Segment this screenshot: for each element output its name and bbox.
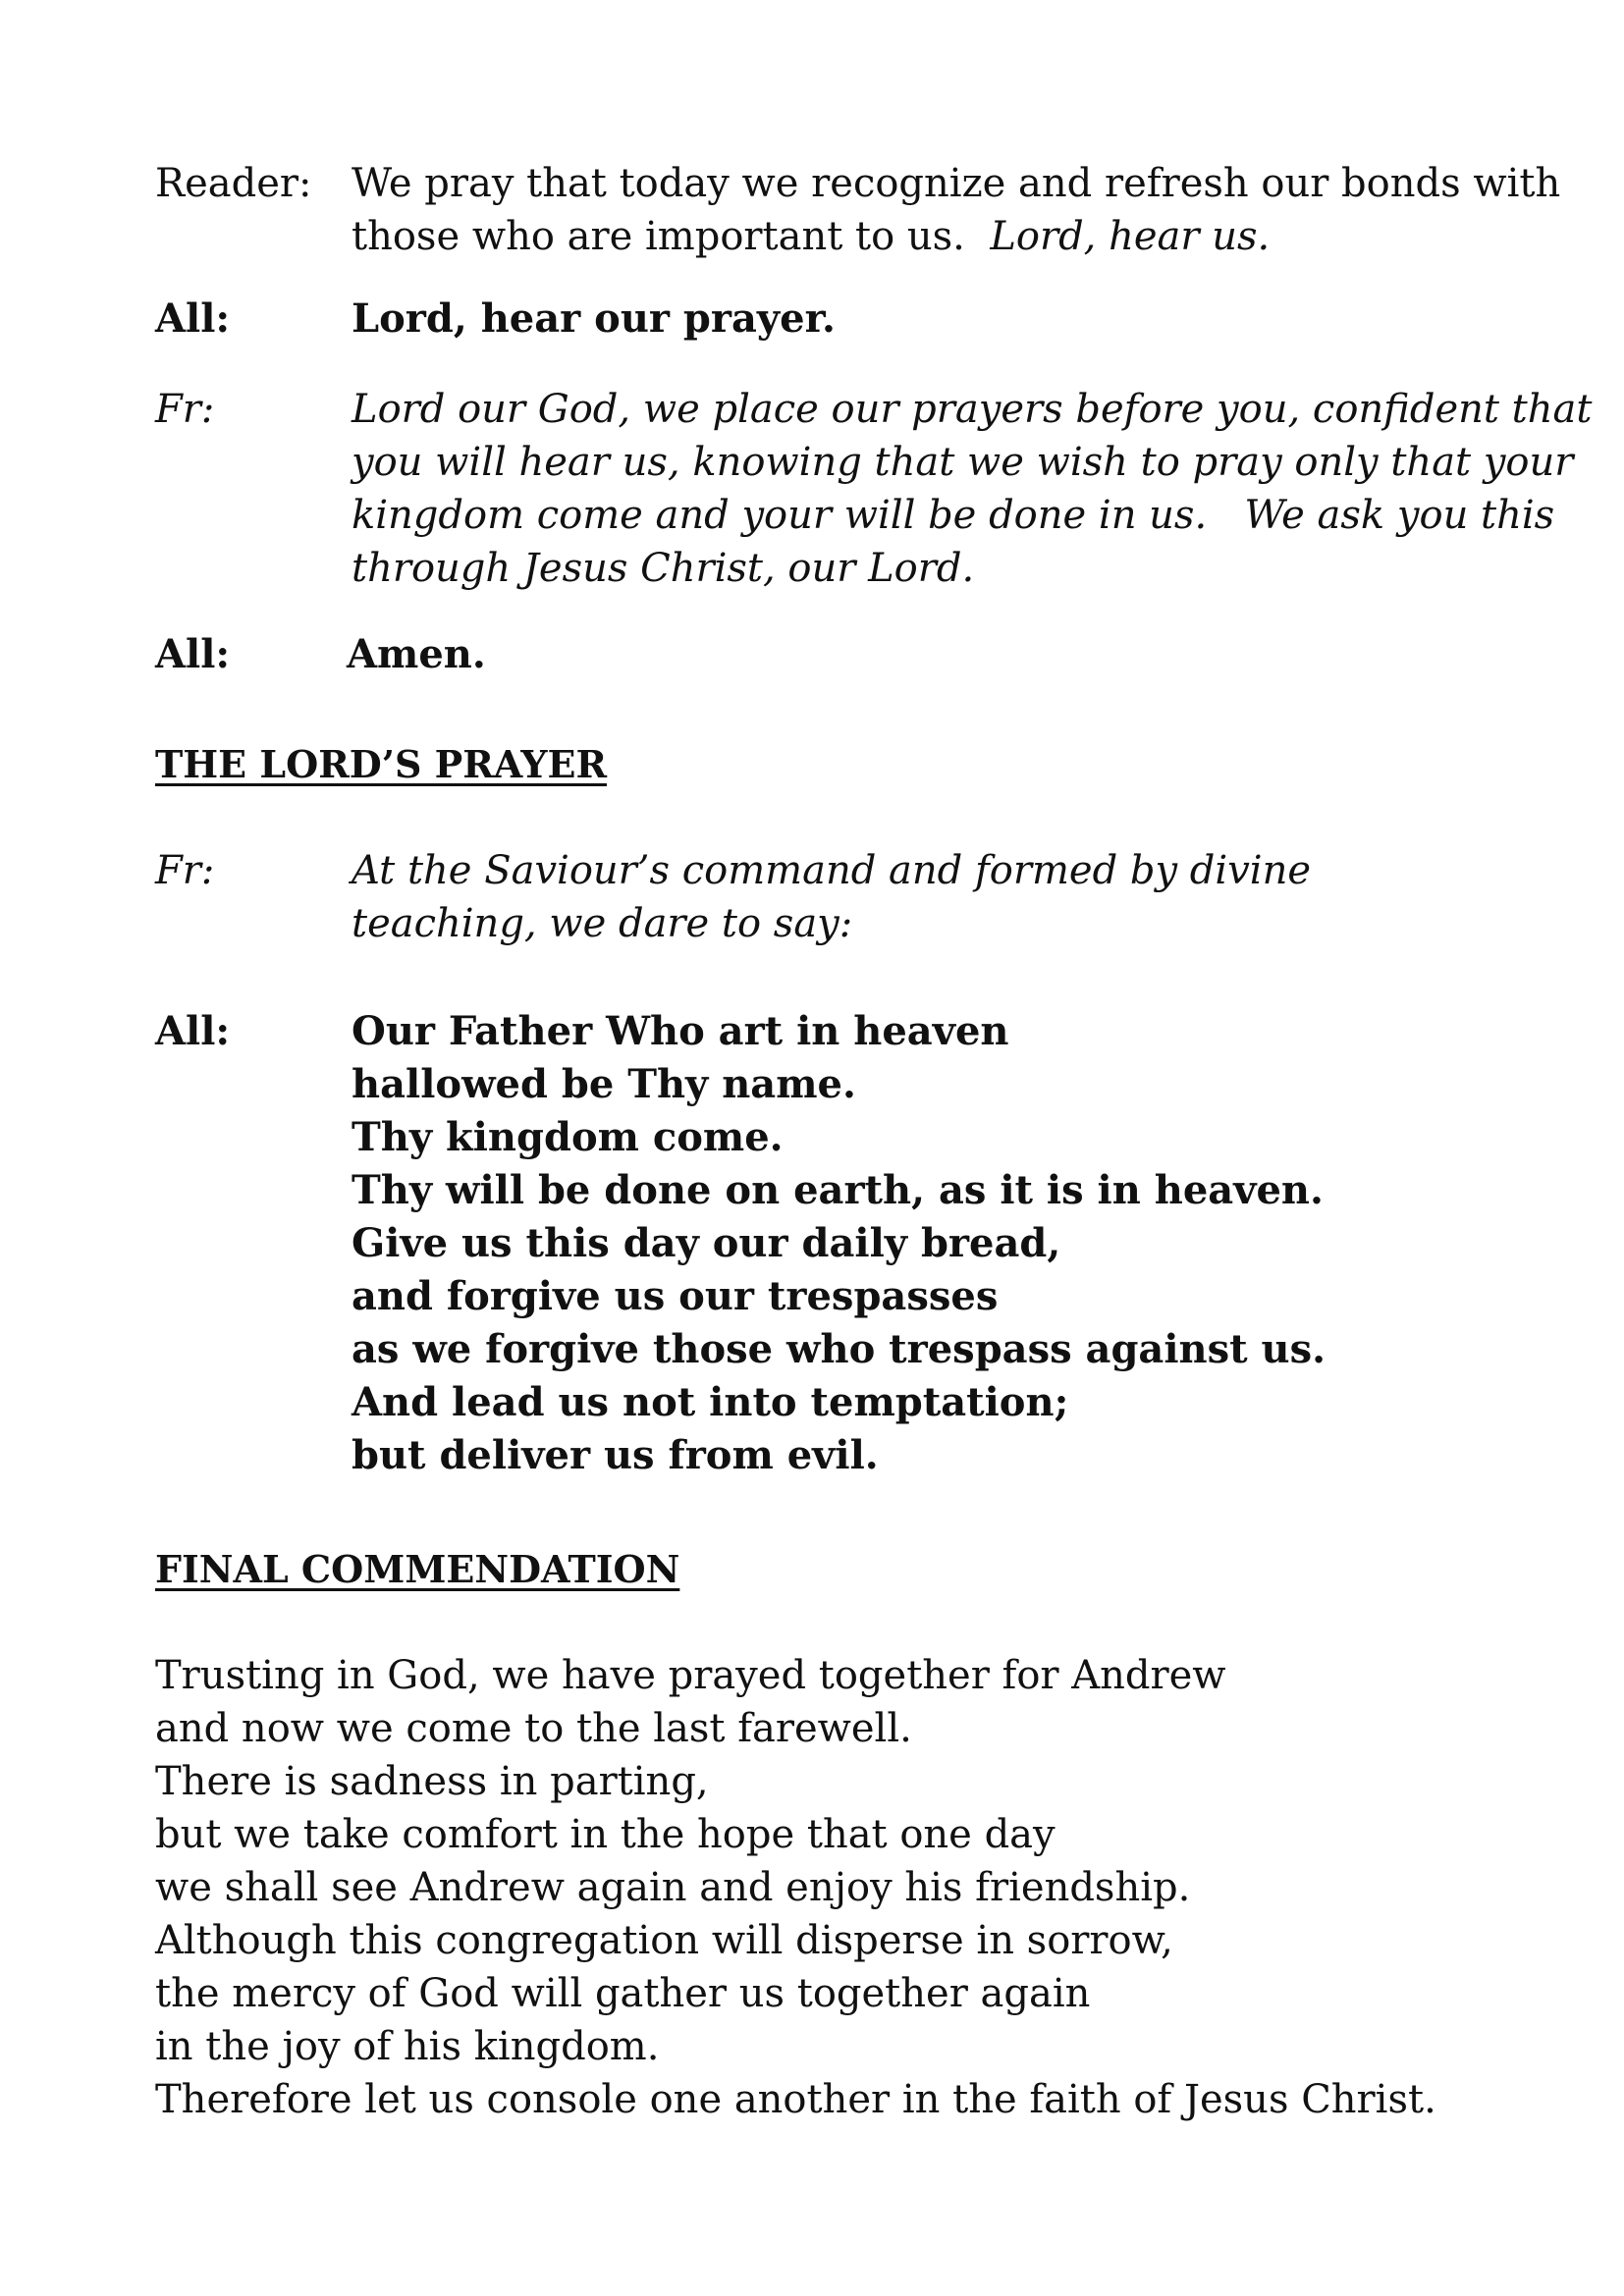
commendation-line: Therefore let us console one another in the faith of Jesus Christ. (155, 2077, 1436, 2122)
prayer-line: as we forgive those who trespass against us. (352, 1326, 1326, 1372)
prayer-line: Thy kingdom come. (352, 1114, 784, 1160)
final-commendation-heading: FINAL COMMENDATION (155, 1547, 680, 1591)
speaker-label: Fr: (155, 387, 215, 432)
commendation-line: in the joy of his kingdom. (155, 2024, 660, 2069)
speaker-label: All: (155, 631, 231, 677)
response-line: Lord, hear our prayer. (352, 295, 836, 342)
petition-line (352, 210, 1490, 263)
commendation-line: Trusting in God, we have prayed together for Andrew (155, 1653, 1226, 1698)
priest-prayer-line: through Jesus Christ, our Lord. (352, 546, 975, 591)
commendation-line: and now we come to the last farewell. (155, 1706, 912, 1751)
intro-line: At the Saviour’s command and formed by divine (352, 848, 1312, 893)
intro-text (352, 844, 1490, 950)
priest-prayer-line: you will hear us, knowing that we wish to pray only that your (352, 440, 1574, 485)
speaker-label: All: (155, 295, 231, 342)
prayer-line: Thy will be done on earth, as it is in heaven. (352, 1167, 1324, 1213)
petition-text (352, 157, 1561, 263)
amen-line: Amen. (347, 631, 486, 677)
intro-line: teaching, we dare to say: (352, 901, 853, 946)
response-text (352, 293, 1490, 346)
petition-response: Lord, hear us. (990, 214, 1271, 259)
priest-prayer-text (352, 383, 1593, 595)
amen-text (347, 628, 1486, 681)
speaker-label: Reader: (155, 161, 312, 206)
lords-prayer-heading: THE LORD’S PRAYER (155, 742, 608, 786)
prayer-line: and forgive us our trespasses (352, 1273, 999, 1319)
prayer-lines (352, 1005, 1490, 1482)
prayer-line: hallowed be Thy name. (352, 1061, 856, 1107)
prayer-line: Our Father Who art in heaven (352, 1008, 1009, 1054)
commendation-line: There is sadness in parting, (155, 1759, 709, 1804)
prayer-line: And lead us not into temptation; (352, 1379, 1069, 1425)
final-commendation-text (155, 1649, 1510, 2126)
commendation-line: but we take comfort in the hope that one day (155, 1812, 1056, 1857)
prayer-line: but deliver us from evil. (352, 1432, 879, 1478)
commendation-line: Although this congregation will disperse in sorrow, (155, 1918, 1173, 1963)
speaker-label: All: (155, 1008, 231, 1054)
priest-prayer-line: Lord our God, we place our prayers before you, confident that (352, 387, 1593, 432)
commendation-line: the mercy of God will gather us together again (155, 1971, 1091, 2016)
speaker-label: Fr: (155, 848, 215, 893)
petition-line-text: those who are important to us. (352, 214, 965, 259)
commendation-line: we shall see Andrew again and enjoy his friendship. (155, 1865, 1191, 1910)
prayer-line: Give us this day our daily bread, (352, 1220, 1061, 1266)
petition-line: We pray that today we recognize and refresh our bonds with (352, 161, 1561, 206)
priest-prayer-line: kingdom come and your will be done in us. We ask you this (352, 493, 1555, 538)
